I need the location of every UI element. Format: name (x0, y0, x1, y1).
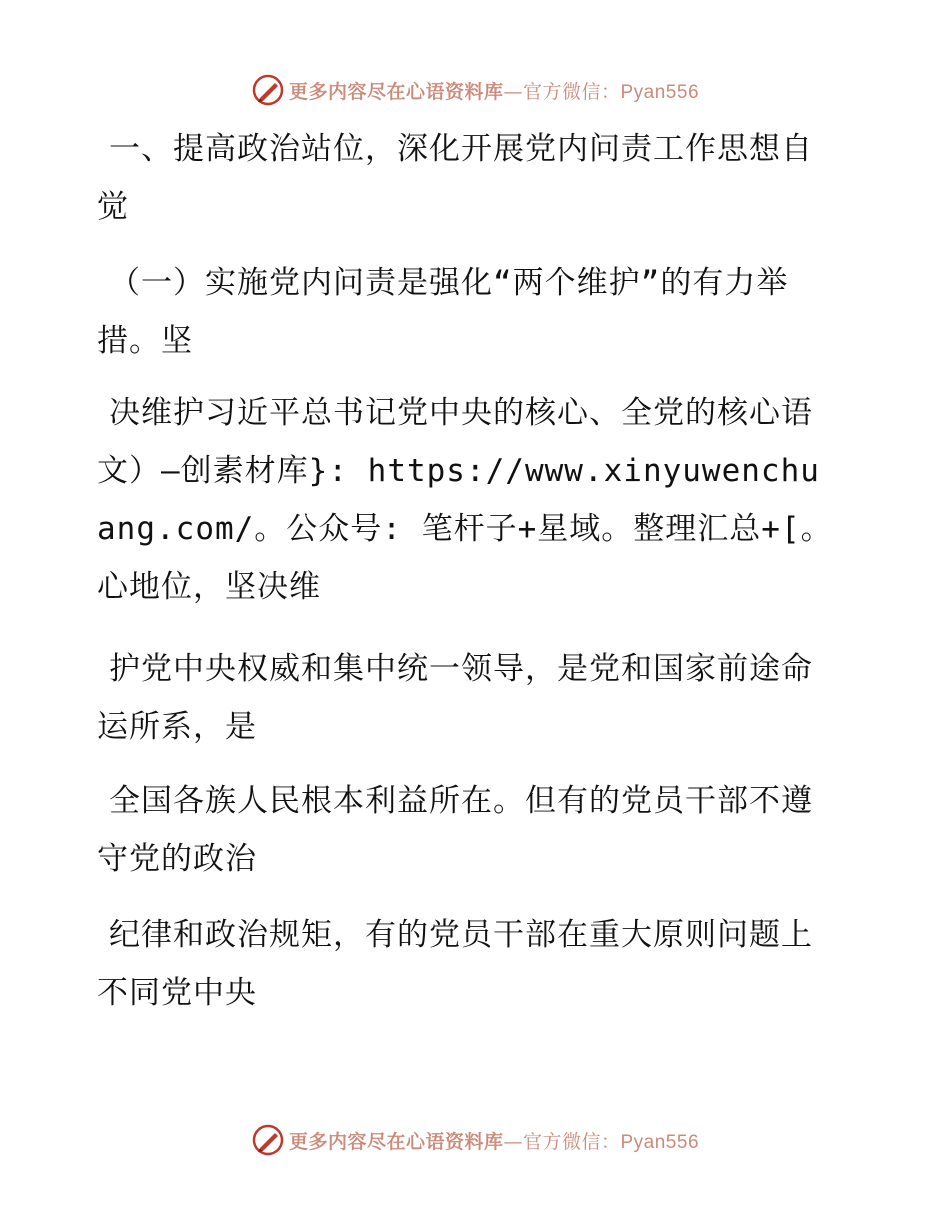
banner-brand: 更多内容尽在心语资料库 (288, 1130, 504, 1153)
banner-wechat-id: Pyan556 (620, 81, 700, 103)
header-banner (0, 70, 950, 110)
banner-text (289, 1127, 699, 1154)
banner-wechat-label: 官方微信： (522, 1130, 621, 1153)
banner-wechat-id: Pyan556 (620, 1131, 700, 1153)
pen-logo-icon (251, 1123, 285, 1157)
banner-dash: — (503, 1130, 523, 1153)
banner-text (289, 77, 699, 104)
banner-brand: 更多内容尽在心语资料库 (288, 80, 504, 103)
footer-banner (0, 1120, 950, 1160)
paragraph: （一）实施党内问责是强化“两个维护”的有力举措。坚 (97, 265, 789, 359)
paragraph: 纪律和政治规矩，有的党员干部在重大原则问题上不同党中央 (97, 917, 813, 1011)
paragraph: 护党中央权威和集中统一领导，是党和国家前途命运所系，是 (97, 651, 813, 745)
document-body (97, 120, 837, 1040)
paragraph: 一、提高政治站位，深化开展党内问责工作思想自觉 (97, 131, 813, 225)
paragraph: 决维护习近平总书记党中央的核心、全党的核心语文）—创素材库}: https://www.xinyuwenchuang.com/。公众号: 笔杆子+星域。整理汇总+[。心地位，坚决维 (97, 395, 833, 605)
paragraph: 全国各族人民根本利益所在。但有的党员干部不遵守党的政治 (97, 783, 813, 877)
pen-logo-icon (251, 73, 285, 107)
banner-dash: — (503, 80, 523, 103)
banner-wechat-label: 官方微信： (522, 80, 621, 103)
